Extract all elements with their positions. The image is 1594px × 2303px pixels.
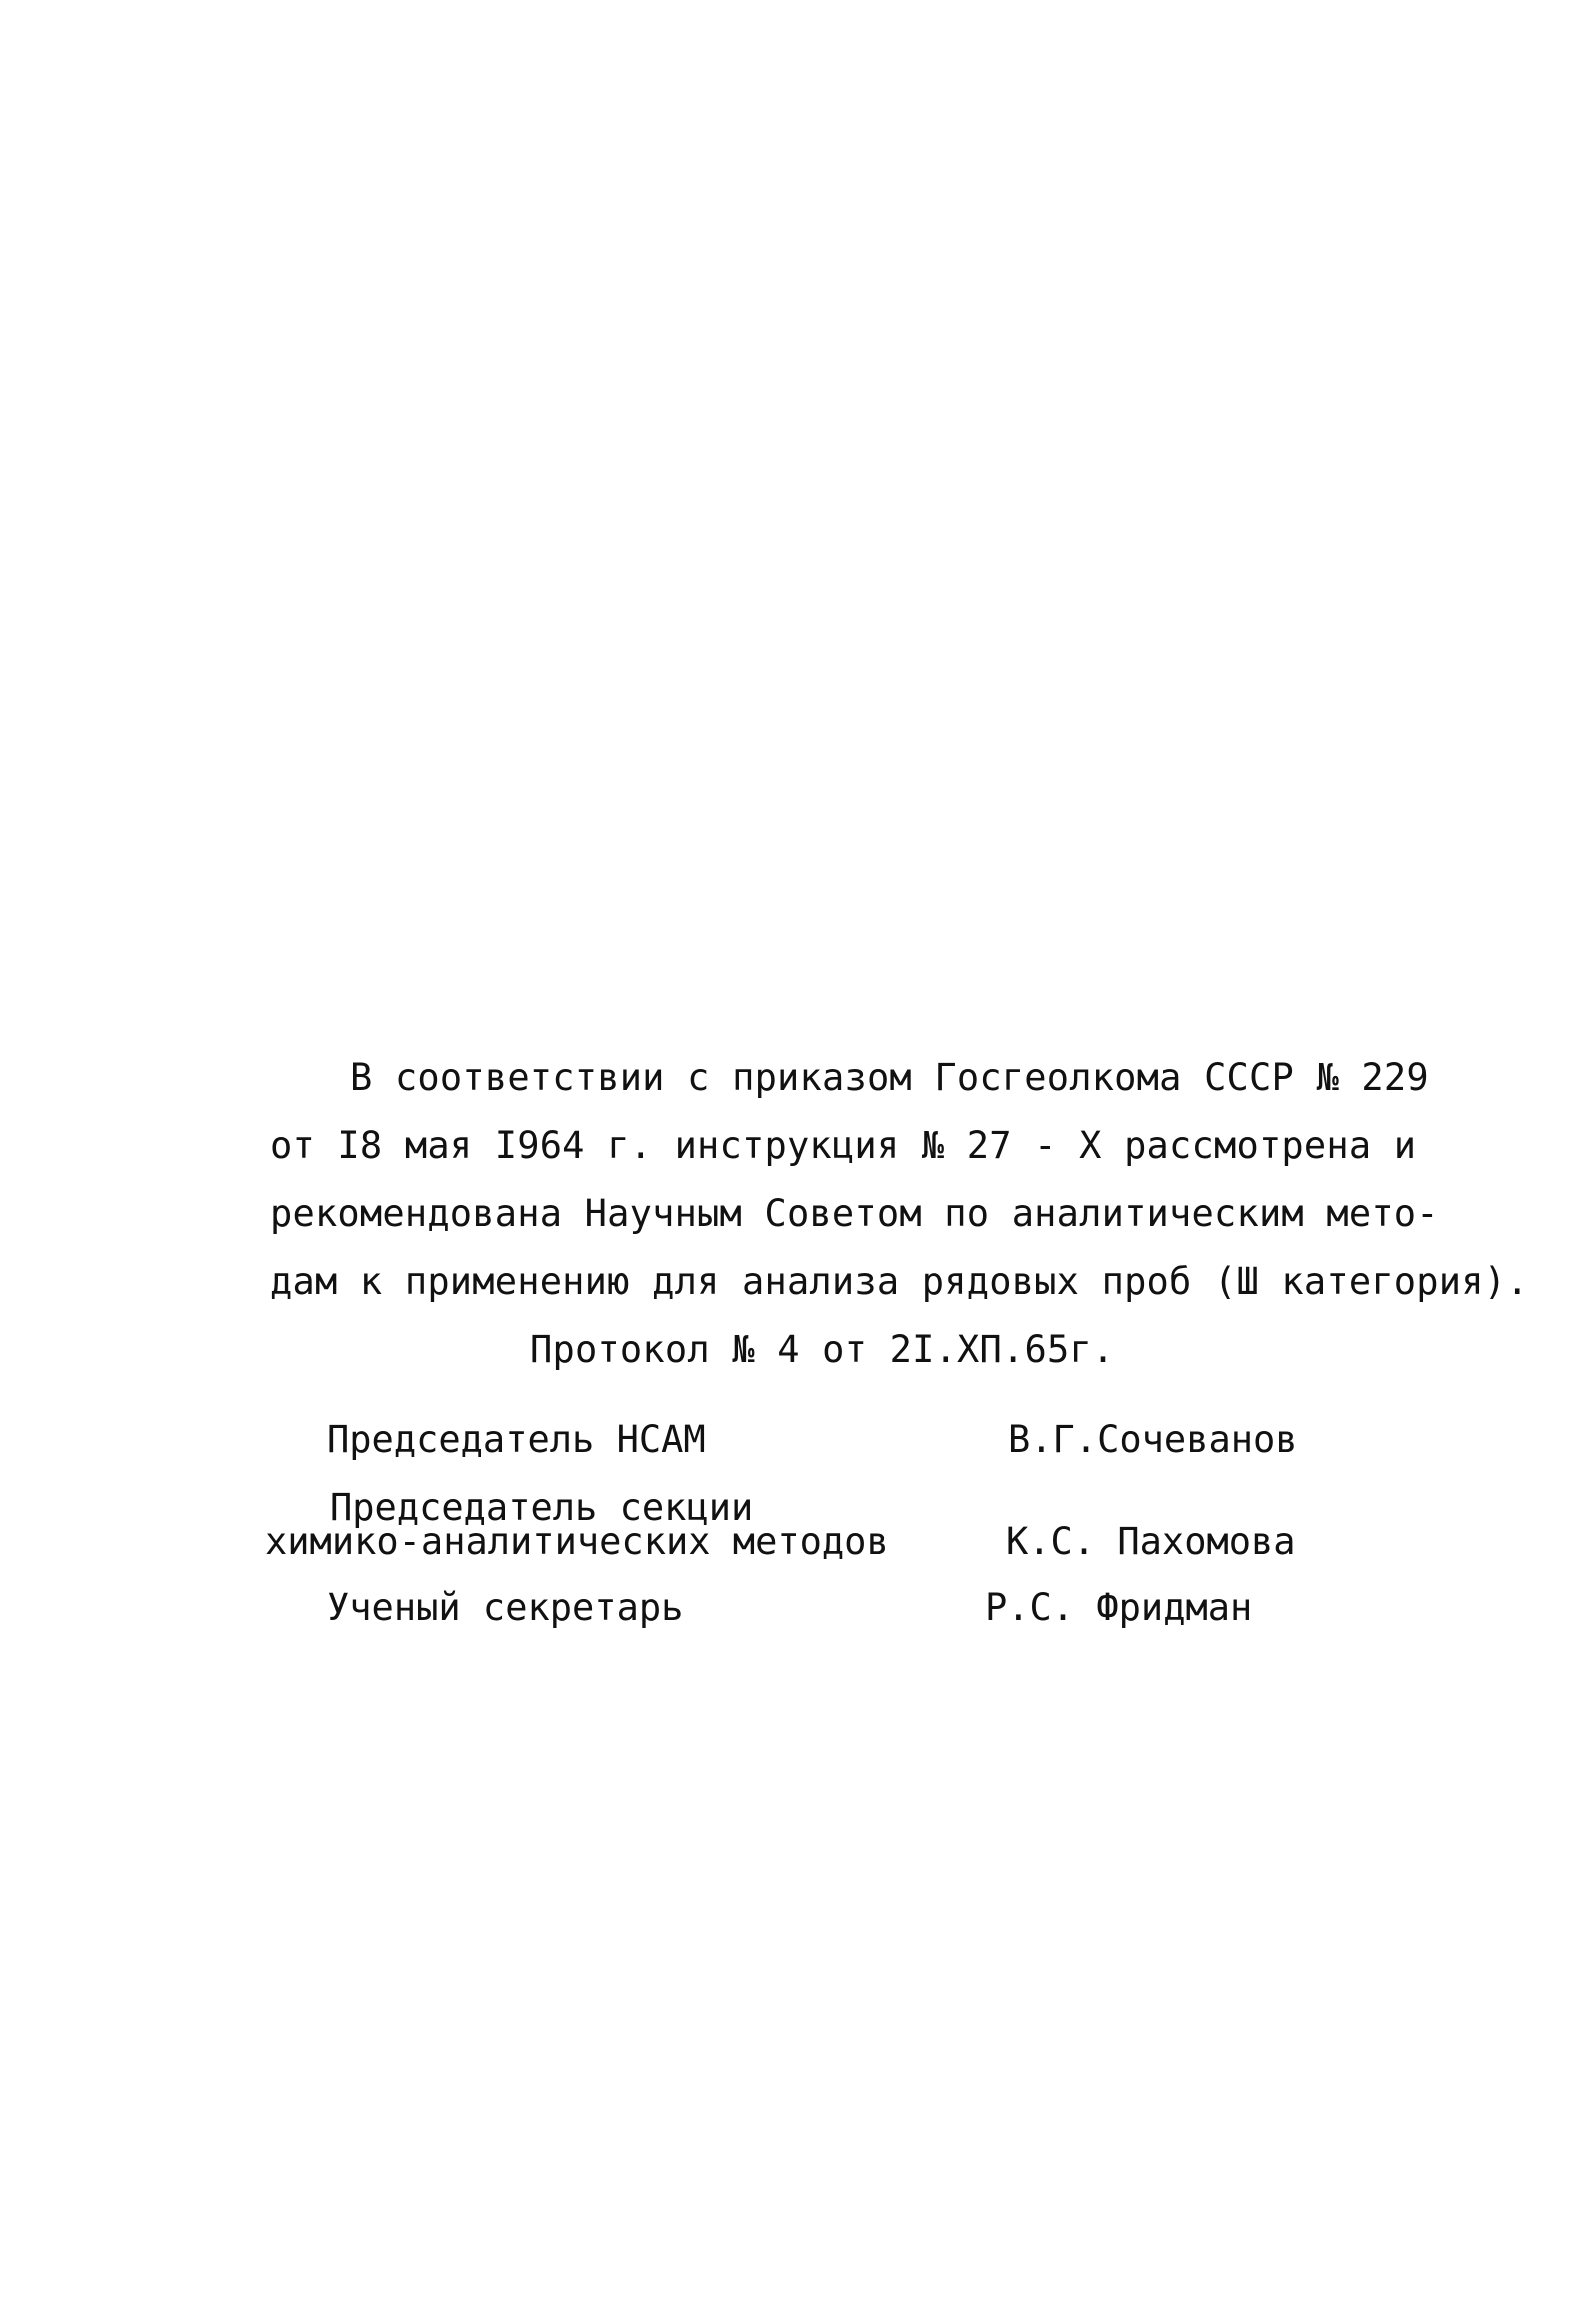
signatory-name-secretary: Р.С. Фридман xyxy=(985,1586,1253,1629)
signatory-role-secretary: Ученый секретарь xyxy=(327,1586,684,1629)
signatory-role-section-chair-line2: химико-аналитических методов xyxy=(265,1520,889,1563)
approval-line-1: В соответствии с приказом Госгеолкома СССР № 229 xyxy=(350,1056,1429,1099)
signatory-role-section-chair-line1: Председатель секции xyxy=(330,1486,754,1529)
protocol-line: Протокол № 4 от 2I.XП.65г. xyxy=(530,1328,1115,1371)
signatory-name-chairman: В.Г.Сочеванов xyxy=(1008,1418,1298,1461)
signatory-name-section-chair: К.С. Пахомова xyxy=(1006,1520,1296,1563)
approval-line-3: рекомендована Научным Советом по аналитическим мето- xyxy=(270,1192,1439,1235)
approval-line-4: дам к применению для анализа рядовых проб (Ш категория). xyxy=(270,1260,1529,1303)
approval-line-2: от I8 мая I964 г. инструкция № 27 - X рассмотрена и xyxy=(270,1124,1417,1167)
signatory-role-chairman: Председатель НСАМ xyxy=(327,1418,706,1461)
